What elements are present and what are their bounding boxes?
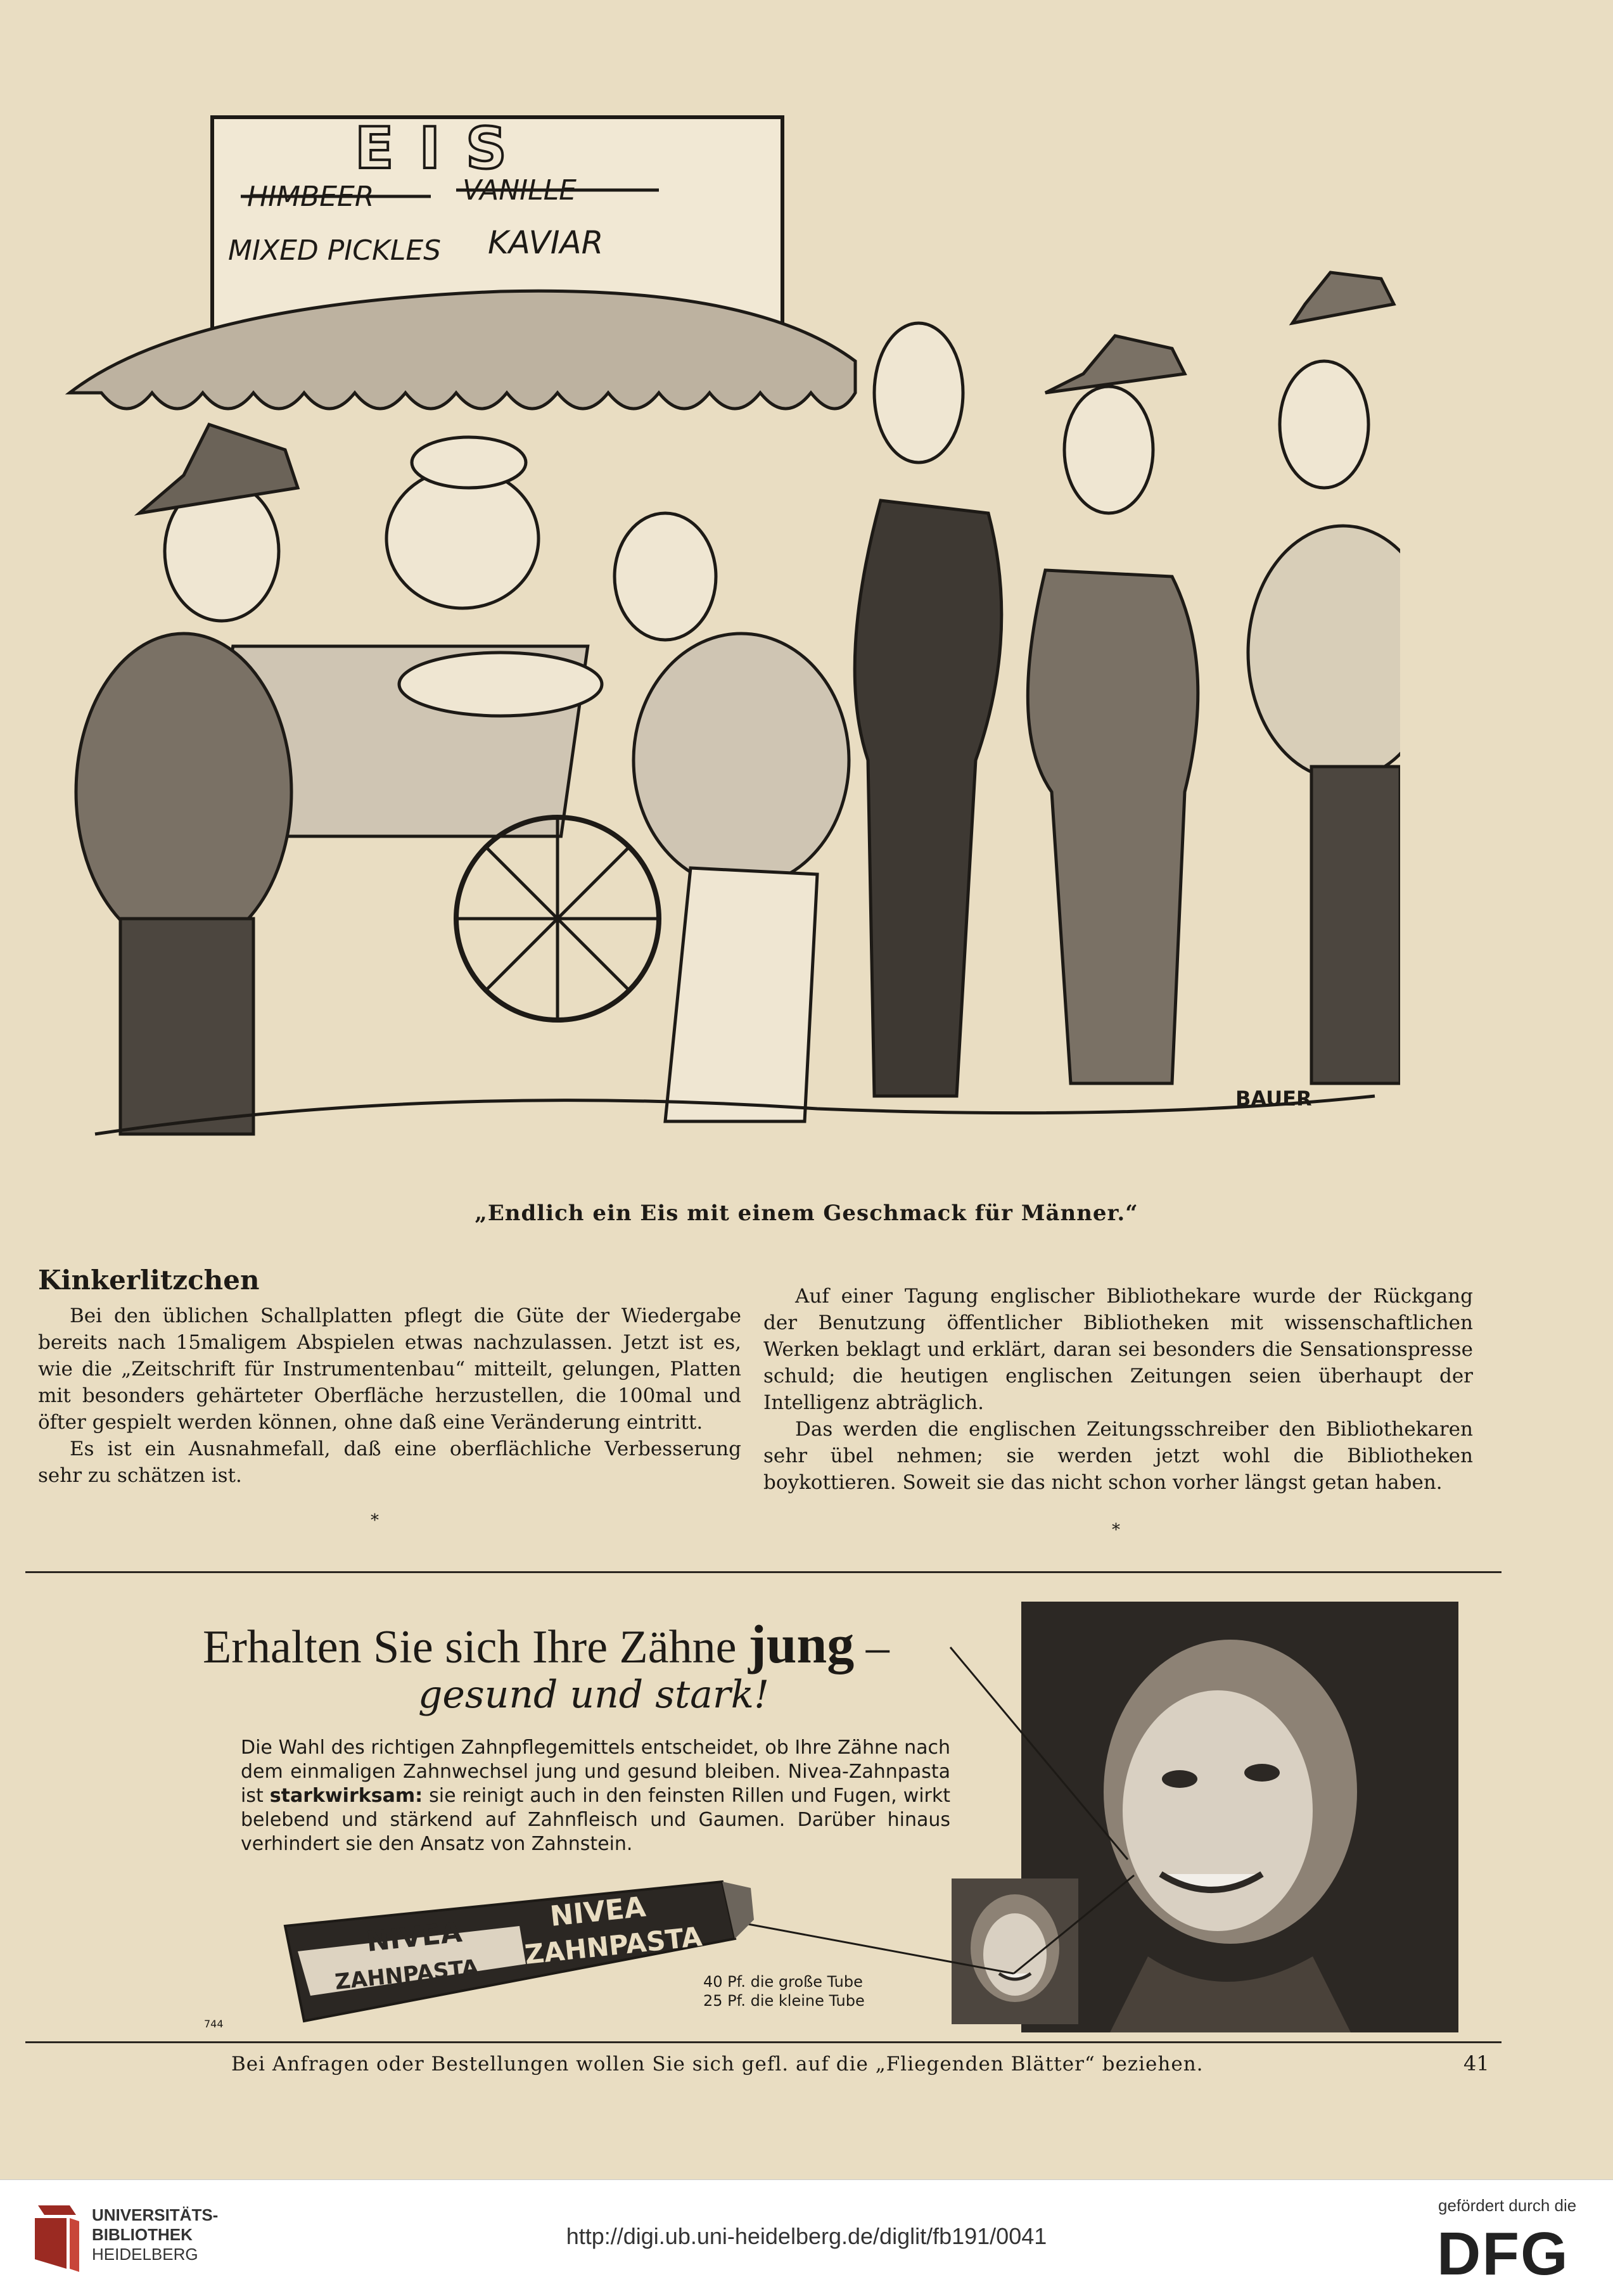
ad-body-part: sie reinigt auch in den feinsten Rillen und Fugen, wirkt belebend und stärkend auf Zahnfleisch und Gaumen. Darüber hinaus verhindert sie den Ansatz von Zahnstein. xyxy=(241,1785,951,1855)
permalink-url[interactable]: http://digi.ub.uni-heidelberg.de/diglit/fb191/0041 xyxy=(566,2223,1047,2249)
cartoon-caption: „Endlich ein Eis mit einem Geschmack für Männer.“ xyxy=(475,1201,1138,1226)
ad-code: 744 xyxy=(204,2018,224,2030)
divider-line xyxy=(25,2041,1501,2043)
cartoon-signature: BAUER xyxy=(1235,1087,1312,1111)
price-list xyxy=(703,1972,865,2010)
ad-headline-dash: – xyxy=(854,1621,889,1673)
sign-mixed-pickles: MIXED PICKLES xyxy=(228,234,442,267)
article-paragraph: Das werden die englischen Zeitungsschreiber den Bibliothekaren sehr übel nehmen; sie werden jetzt wohl die Bibliotheken boykottieren. Soweit sie das nicht schon vorher längst getan haben. xyxy=(763,1418,1473,1494)
ad-headline-emphasis: jung xyxy=(748,1614,855,1674)
nivea-toothpaste-tube xyxy=(279,1875,760,2040)
article-paragraph: Es ist ein Ausnahmefall, daß eine oberflächliche Verbesserung sehr zu schätzen ist. xyxy=(38,1438,741,1487)
sign-title: EIS xyxy=(355,115,532,182)
tube-product-right: ZAHNPASTA xyxy=(523,1920,704,1970)
ad-body-bold: starkwirksam: xyxy=(269,1785,423,1807)
sign-crossed-vanille: VANILLE xyxy=(462,174,577,207)
funded-by-label: gefördert durch die xyxy=(1438,2196,1577,2215)
price-large-tube: 40 Pf. die große Tube xyxy=(703,1973,863,1991)
tube-brand-right: NIVEA xyxy=(548,1891,647,1933)
footer-note: Bei Anfragen oder Bestellungen wollen Sie sich gefl. auf die „Fliegenden Blätter“ beziehen. xyxy=(231,2053,1204,2076)
article-paragraph: Bei den üblichen Schallplatten pflegt die Güte der Wiedergabe bereits nach 15maligem Abspielen etwas nachzulassen. Jetzt ist es, wie die „Zeitschrift für Instrumentenbau“ mitteilt, gelungen, Platten mit besonders gehärteter Oberfläche herzustellen, die 100mal und öfter gespielt werden können, ohne daß eine Veränderung eintritt. xyxy=(38,1304,741,1434)
ad-subheadline: gesund und stark! xyxy=(418,1673,770,1717)
page-number: 41 xyxy=(1463,2051,1489,2076)
uni-name-line: BIBLIOTHEK xyxy=(92,2225,193,2244)
separator-star: * xyxy=(1112,1521,1120,1540)
uni-name-line: UNIVERSITÄTS- xyxy=(92,2205,219,2224)
article-paragraph: Auf einer Tagung englischer Bibliothekare wurde der Rückgang der Benutzung öffentlicher Bibliotheken mit wissenschaftlichen Werken beklagt und erklärt, daran sei besonders die Sensationspresse schuld; die heutigen englischen Zeitungen seien überhaupt der Intelligenz abträglich. xyxy=(763,1285,1473,1414)
sign-crossed-himbeer: HIMBEER xyxy=(247,181,374,213)
digital-library-bar xyxy=(0,2179,1613,2296)
tube-brand-left: NIVEA xyxy=(364,1916,464,1958)
price-small-tube: 25 Pf. die kleine Tube xyxy=(703,1992,865,2010)
separator-star: * xyxy=(371,1511,379,1530)
article-heading: Kinkerlitzchen xyxy=(38,1265,260,1296)
tube-product-left: ZAHNPASTA xyxy=(333,1955,480,1995)
ad-body-part: Die Wahl des richtigen Zahnpflegemittels entscheidet, ob Ihre Zähne nach dem einmaligen Zahnwechsel jung und gesund bleiben. Nivea-Zahnpasta ist xyxy=(241,1737,950,1807)
ad-headline-text: Erhalten Sie sich Ihre Zähne xyxy=(203,1621,748,1673)
dfg-logo[interactable]: DFG xyxy=(1437,2220,1569,2288)
uni-name-line: HEIDELBERG xyxy=(92,2245,198,2264)
sign-kaviar: KAVIAR xyxy=(488,224,604,261)
